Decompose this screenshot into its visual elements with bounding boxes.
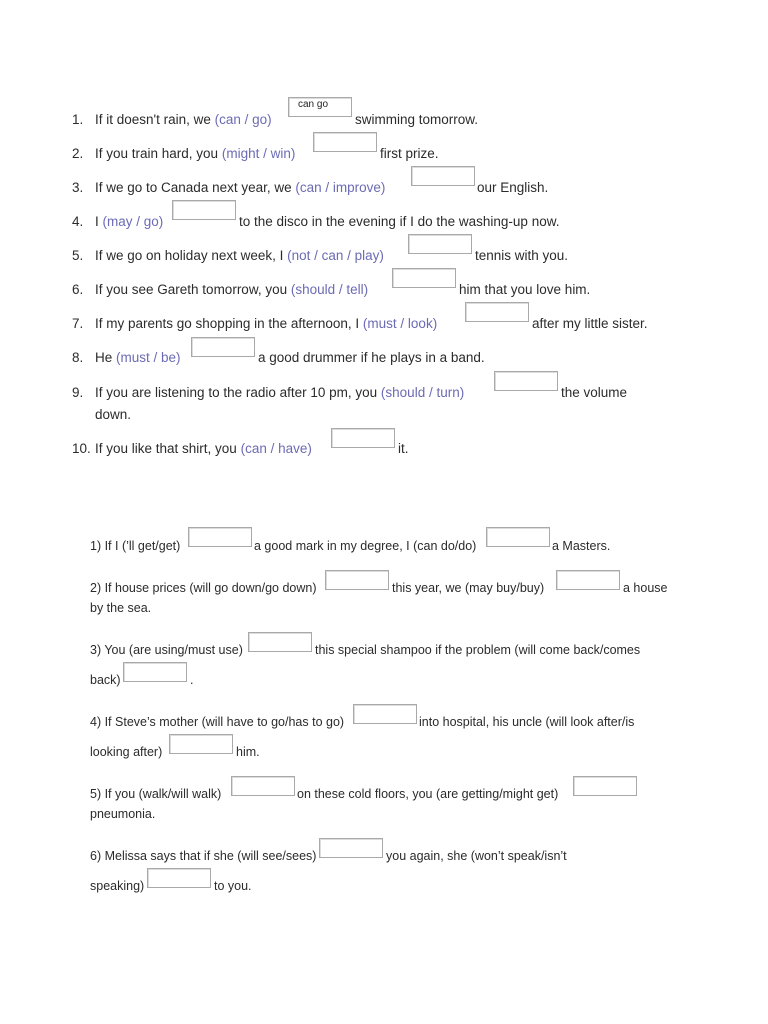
question-text: 1) If I (’ll get/get) [90,539,181,553]
answer-box[interactable] [353,704,417,724]
answer-box[interactable] [231,776,295,796]
question-text: you again, she (won’t speak/isn’t [386,849,567,863]
answer-box[interactable] [123,662,187,682]
verb-hint: (must / look) [362,316,438,331]
verb-hint: (can / have) [240,441,312,456]
question-text-wrap: speaking) [90,879,145,893]
answer-box[interactable] [172,200,236,220]
answer-box[interactable] [408,234,472,254]
question-text: this special shampoo if the problem (will come back/comes [315,643,641,657]
answer-box[interactable] [465,302,529,322]
question-text-end: him. [236,745,260,759]
answer-box[interactable] [248,632,312,652]
question-text-end: first prize. [380,146,439,161]
question-text: this year, we (may buy/buy) [392,581,545,595]
answer-box[interactable] [573,776,637,796]
question-text: If you like that shirt, you (can / have) [95,441,312,456]
answer-box[interactable] [411,166,475,186]
question-text-end: after my little sister. [532,316,648,331]
question-text: If you train hard, you (might / win) [95,146,296,161]
answer-box[interactable] [556,570,620,590]
question-text: on these cold floors, you (are getting/might get) [297,787,559,801]
question-text-end: to you. [214,879,252,893]
question-text: a Masters. [552,539,611,553]
question-number: 2. [72,146,84,161]
question-number: 1. [72,112,84,127]
answer-box[interactable] [313,132,377,152]
question-text: a house [623,581,668,595]
question-text: 2) If house prices (will go down/go down) [90,581,317,595]
question-text: If we go on holiday next week, I (not / can / play) [95,248,384,263]
question-text: 6) Melissa says that if she (will see/sees) [90,849,317,863]
answer-box[interactable] [188,527,252,547]
question-text-end: . [190,673,194,687]
question-text-wrap: down. [95,407,132,422]
answer-box[interactable] [169,734,233,754]
question-text: 4) If Steve’s mother (will have to go/has to go) [90,715,345,729]
question-number: 4. [72,214,84,229]
question-text-wrap: pneumonia. [90,807,156,821]
question-number: 3. [72,180,84,195]
question-text: He (must / be) [95,350,181,365]
answer-box[interactable] [486,527,550,547]
answer-box[interactable] [331,428,395,448]
question-text-end: it. [398,441,409,456]
answer-box[interactable] [325,570,389,590]
question-text-wrap: looking after) [90,745,163,759]
verb-hint: (can / go) [214,112,272,127]
question-text: into hospital, his uncle (will look after/is [419,715,635,729]
verb-hint: (not / can / play) [287,248,384,263]
verb-hint: (should / turn) [380,385,465,400]
question-text: 3) You (are using/must use) [90,643,243,657]
answer-box[interactable] [147,868,211,888]
verb-hint: (can / improve) [295,180,386,195]
question-text: If it doesn't rain, we (can / go) [95,112,272,127]
question-text: 5) If you (walk/will walk) [90,787,222,801]
question-text-wrap: back) [90,673,121,687]
question-text-end: our English. [477,180,549,195]
question-text-end: tennis with you. [475,248,569,263]
question-text: a good mark in my degree, I (can do/do) [254,539,477,553]
question-number: 8. [72,350,84,365]
answer-box[interactable] [191,337,255,357]
answer-box[interactable] [392,268,456,288]
question-number: 10. [72,441,91,456]
question-text-wrap: by the sea. [90,601,152,615]
verb-hint: (may / go) [102,214,164,229]
question-number: 7. [72,316,84,331]
question-number: 9. [72,385,84,400]
answer-box[interactable] [319,838,383,858]
question-text-end: swimming tomorrow. [355,112,479,127]
answer-box[interactable]: can go [288,97,352,117]
question-text: If my parents go shopping in the afternoon, I (must / look) [95,316,438,331]
verb-hint: (should / tell) [290,282,369,297]
question-text: If you see Gareth tomorrow, you (should / tell) [95,282,369,297]
question-text: I (may / go) [95,214,164,229]
question-text-end: him that you love him. [459,282,591,297]
question-text-end: the volume [561,385,628,400]
question-text: If we go to Canada next year, we (can / improve) [95,180,386,195]
question-text: If you are listening to the radio after 10 pm, you (should / turn) [95,385,465,400]
question-text-end: to the disco in the evening if I do the washing-up now. [239,214,560,229]
verb-hint: (must / be) [116,350,181,365]
question-text-end: a good drummer if he plays in a band. [258,350,485,365]
verb-hint: (might / win) [221,146,296,161]
question-number: 5. [72,248,84,263]
answer-box[interactable] [494,371,558,391]
question-number: 6. [72,282,84,297]
